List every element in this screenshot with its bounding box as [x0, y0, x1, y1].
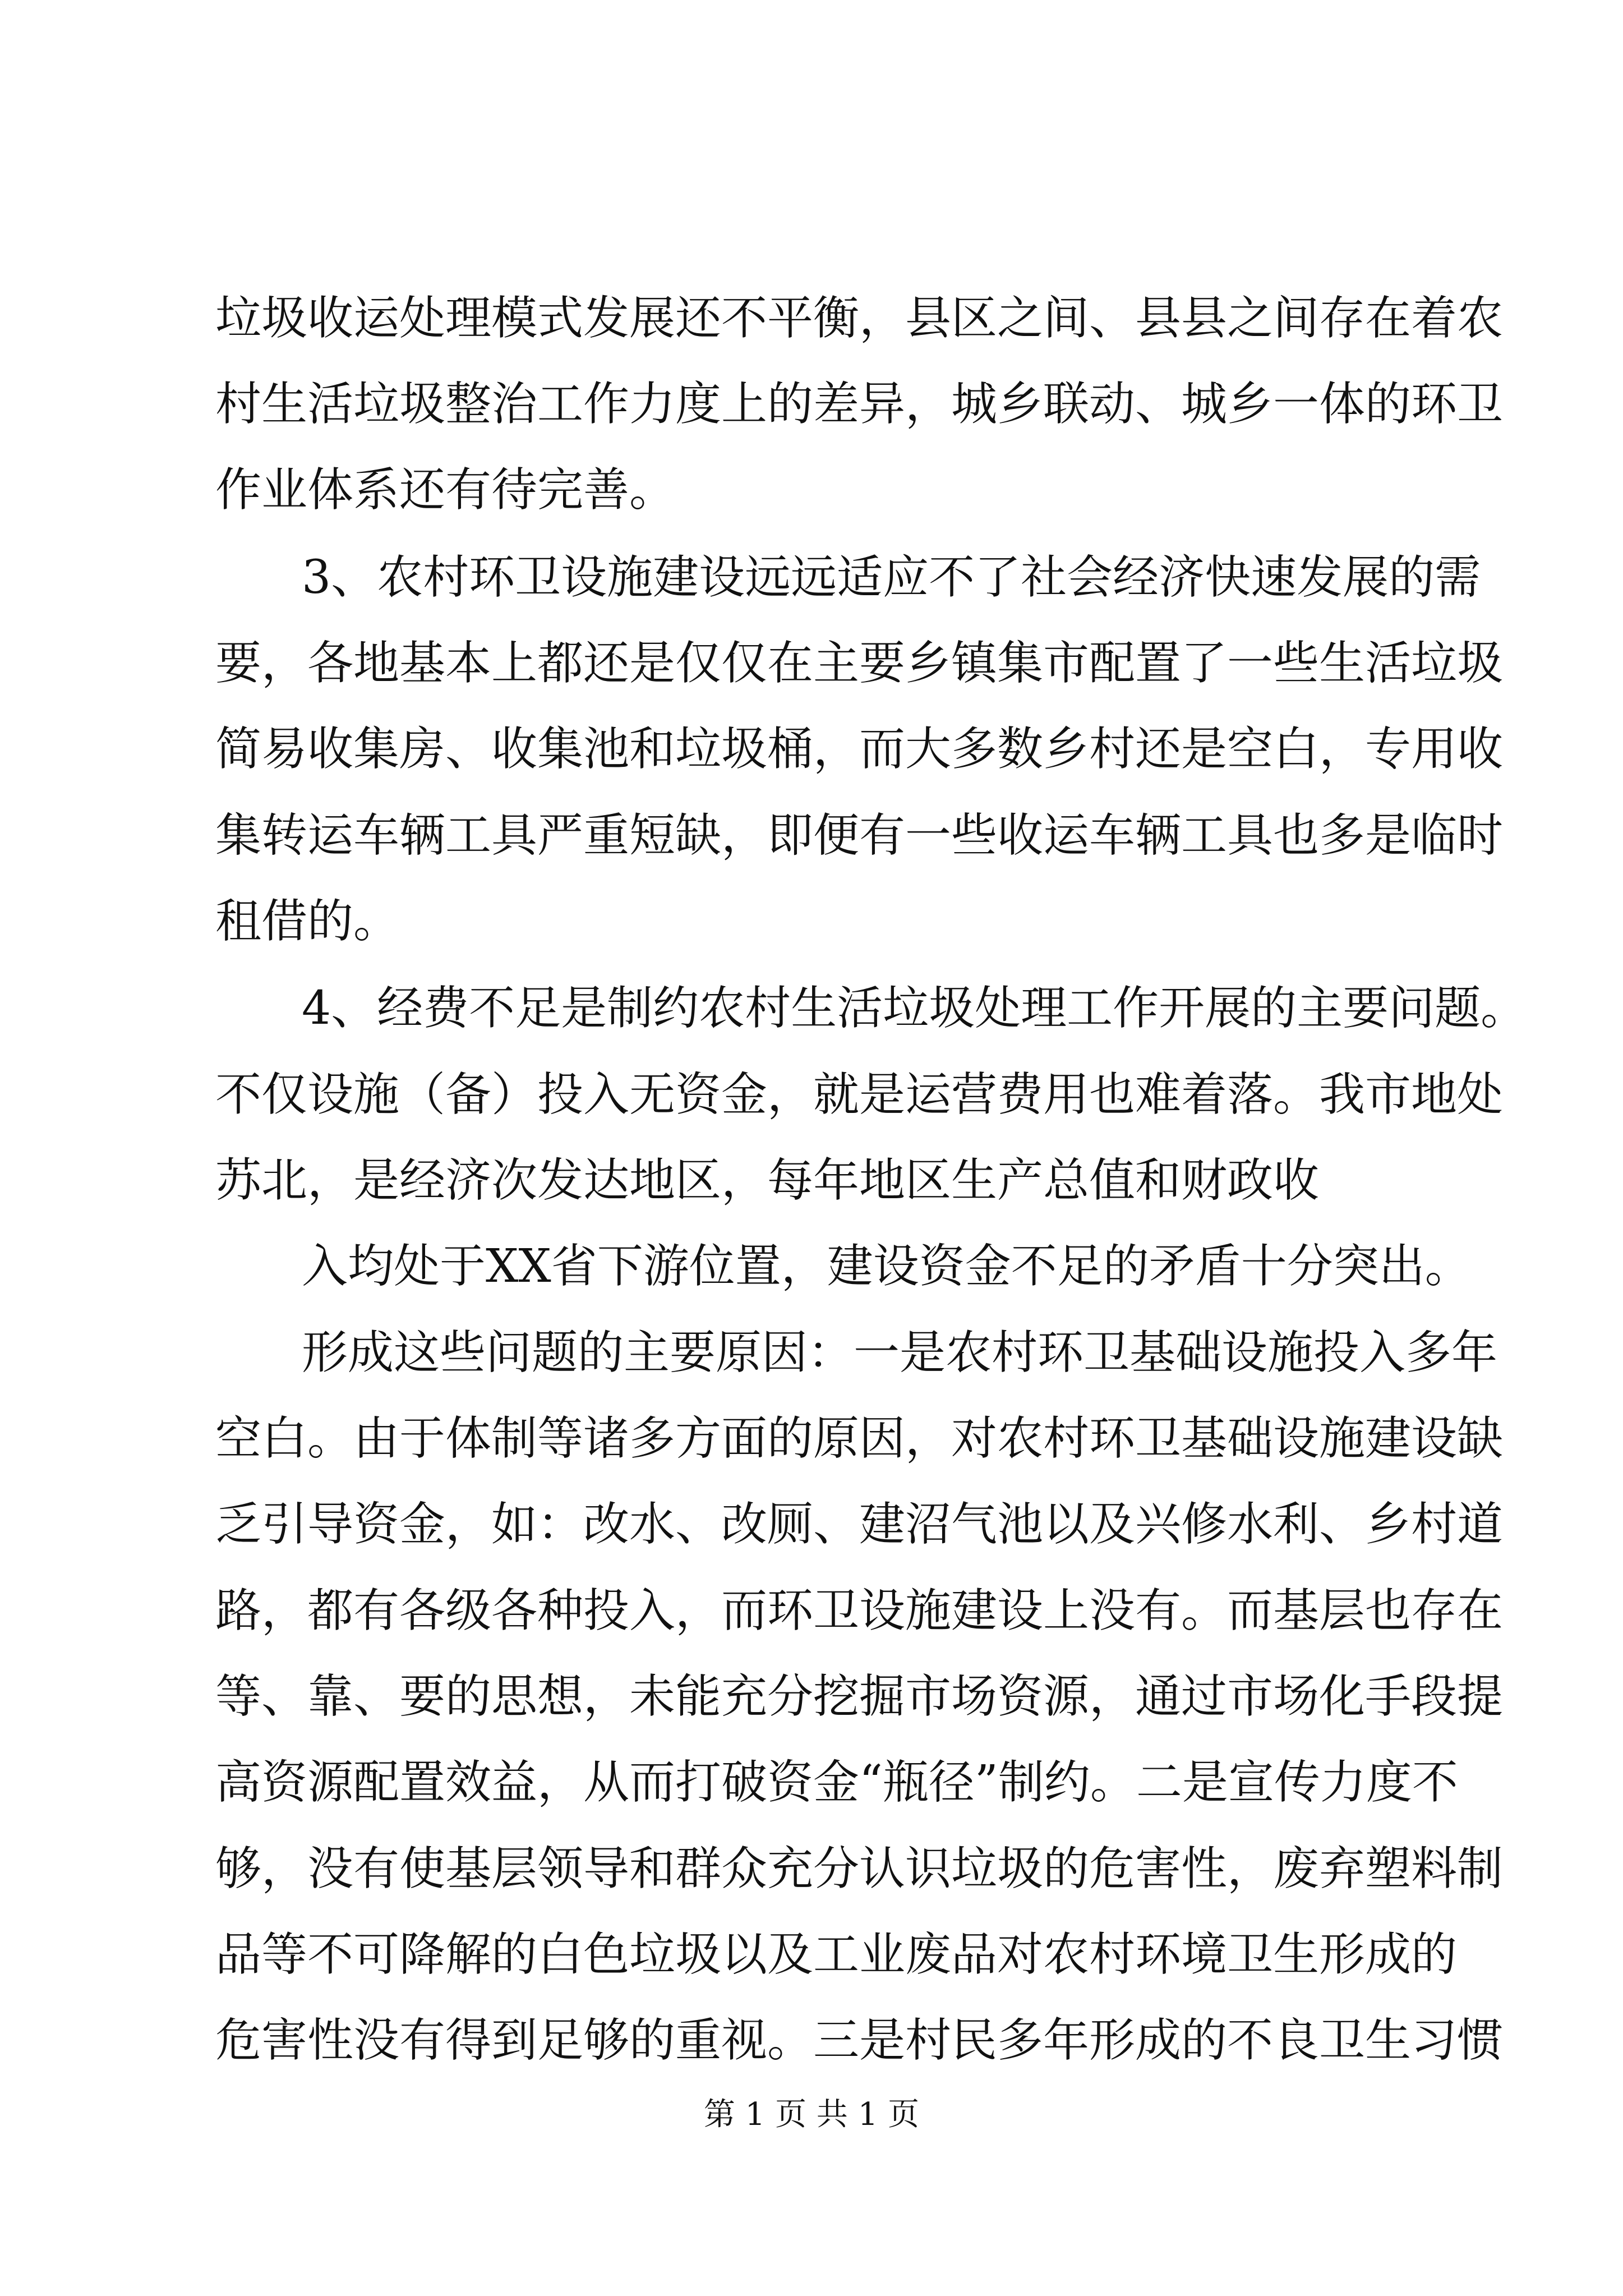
text-line: 4、经费不足是制约农村生活垃圾处理工作开展的主要问题。 — [302, 982, 1527, 1035]
text-line: 村生活垃圾整治工作力度上的差异，城乡联动、城乡一体的环卫 — [215, 378, 1504, 431]
text-line: 简易收集房、收集池和垃圾桶，而大多数乡村还是空白，专用收 — [215, 723, 1504, 776]
text-line: 租借的。 — [215, 895, 400, 948]
text-line: 入均处于XX省下游位置，建设资金不足的矛盾十分突出。 — [302, 1240, 1471, 1293]
text-line: 作业体系还有待完善。 — [215, 463, 676, 517]
text-line: 空白。由于体制等诸多方面的原因，对农村环卫基础设施建设缺 — [215, 1412, 1504, 1465]
text-line: 危害性没有得到足够的重视。三是村民多年形成的不良卫生习惯 — [215, 2014, 1504, 2067]
text-line: 集转运车辆工具严重短缺，即便有一些收运车辆工具也多是临时 — [215, 809, 1504, 862]
text-line: 路，都有各级各种投入，而环卫设施建设上没有。而基层也存在 — [215, 1584, 1504, 1637]
text-line: 要，各地基本上都还是仅仅在主要乡镇集市配置了一些生活垃圾 — [215, 637, 1504, 690]
text-line: 苏北，是经济次发达地区，每年地区生产总值和财政收 — [215, 1154, 1320, 1207]
text-line: 品等不可降解的白色垃圾以及工业废品对农村环境卫生形成的 — [215, 1928, 1458, 1981]
text-line: 3、农村环卫设施建设远远适应不了社会经济快速发展的需 — [302, 551, 1481, 604]
text-line: 乏引导资金，如：改水、改厕、建沼气池以及兴修水利、乡村道 — [215, 1498, 1504, 1551]
text-line: 不仅设施（备）投入无资金，就是运营费用也难着落。我市地处 — [215, 1068, 1504, 1121]
text-line: 形成这些问题的主要原因：一是农村环卫基础设施投入多年 — [302, 1326, 1498, 1379]
page-number-footer: 第 1 页 共 1 页 — [703, 2096, 920, 2133]
text-line: 高资源配置效益，从而打破资金“瓶径”制约。二是宣传力度不 — [215, 1756, 1458, 1809]
text-line: 垃圾收运处理模式发展还不平衡，县区之间、县县之间存在着农 — [215, 292, 1504, 345]
text-line: 等、靠、要的思想，未能充分挖掘市场资源，通过市场化手段提 — [215, 1670, 1504, 1723]
text-line: 够，没有使基层领导和群众充分认识垃圾的危害性，废弃塑料制 — [215, 1842, 1504, 1895]
